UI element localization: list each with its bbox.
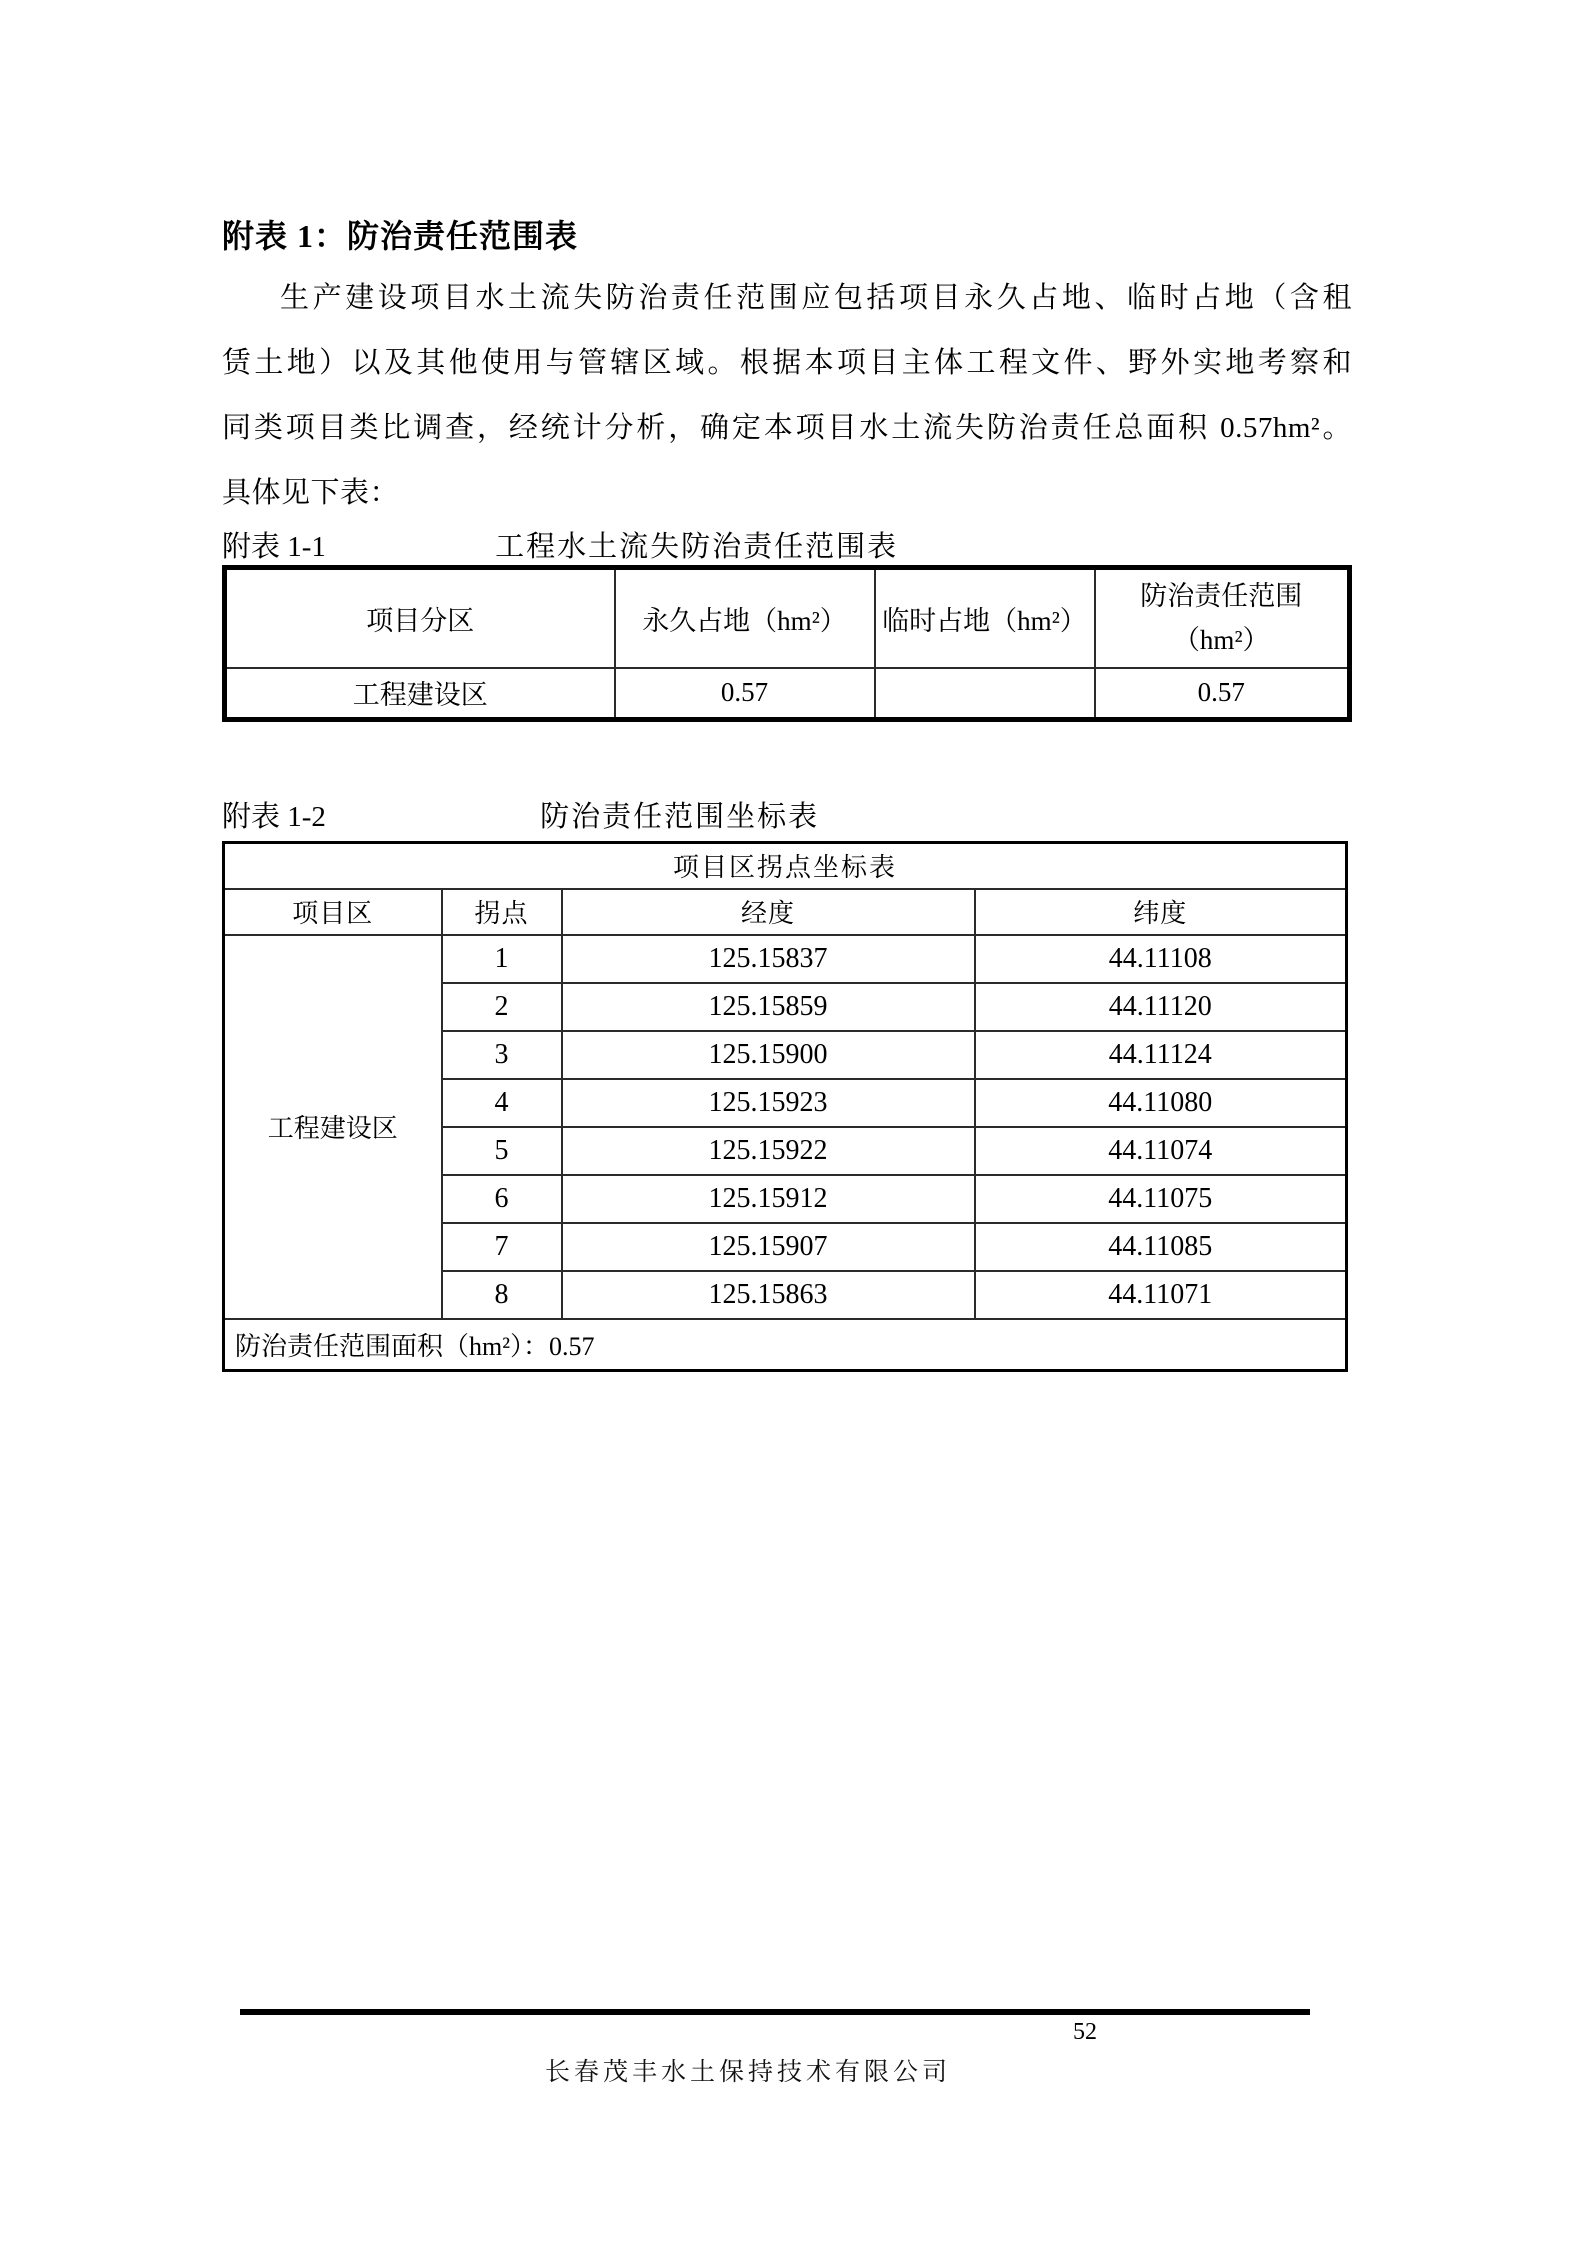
table1-caption: 工程水土流失防治责任范围表: [495, 531, 899, 563]
point-latitude: 44.11080: [975, 1079, 1347, 1127]
point-latitude: 44.11071: [975, 1271, 1347, 1319]
point-longitude: 125.15859: [562, 983, 975, 1031]
point-longitude: 125.15907: [562, 1223, 975, 1271]
point-no: 1: [442, 935, 562, 983]
table2-footer-row: [224, 1319, 1347, 1371]
point-longitude: 125.15863: [562, 1271, 975, 1319]
paragraph-line: 同类项目类比调查，经统计分析，确定本项目水土流失防治责任总面积 0.57hm²。: [222, 412, 1352, 444]
company-footer: 长春茂丰水土保持技术有限公司: [545, 2059, 952, 2086]
table2-title-row: [224, 843, 1347, 889]
paragraph-line: 赁土地）以及其他使用与管辖区域。根据本项目主体工程文件、野外实地考察和: [222, 347, 1352, 379]
coordinates-table: [222, 841, 1348, 1372]
point-no: 4: [442, 1079, 562, 1127]
table2-header-latitude: 纬度: [975, 889, 1347, 935]
point-no: 8: [442, 1271, 562, 1319]
point-no: 7: [442, 1223, 562, 1271]
table1-header-row: [225, 568, 1350, 668]
table1-caption-row: [222, 524, 1352, 563]
point-latitude: 44.11124: [975, 1031, 1347, 1079]
table1-cell-zone: 工程建设区: [225, 668, 615, 720]
intro-paragraph: [222, 266, 1352, 526]
point-longitude: 125.15900: [562, 1031, 975, 1079]
table1-header-responsibility: 防治责任范围（hm²）: [1095, 568, 1350, 668]
point-latitude: 44.11108: [975, 935, 1347, 983]
point-longitude: 125.15922: [562, 1127, 975, 1175]
point-longitude: 125.15912: [562, 1175, 975, 1223]
table2-footer-text: 防治责任范围面积（hm²）：0.57: [224, 1319, 1347, 1371]
document-title: 附表 1：防治责任范围表: [222, 218, 579, 254]
table2-caption-row: [222, 794, 1352, 833]
footer-divider: [240, 2009, 1310, 2015]
point-longitude: 125.15837: [562, 935, 975, 983]
table2-header-longitude: 经度: [562, 889, 975, 935]
table2-zone-cell: 工程建设区: [224, 935, 442, 1319]
point-latitude: 44.11085: [975, 1223, 1347, 1271]
table1-header-temporary: 临时占地（hm²）: [875, 568, 1095, 668]
table1-data-row: [225, 668, 1350, 720]
point-latitude: 44.11074: [975, 1127, 1347, 1175]
page-number: 52: [1073, 2019, 1097, 2045]
table2-header-row: [224, 889, 1347, 935]
table2-header-point: 拐点: [442, 889, 562, 935]
paragraph-line: 具体见下表：: [222, 477, 400, 509]
table1-cell-temporary: [875, 668, 1095, 720]
table2-label: 附表 1-2: [222, 801, 326, 833]
table1-header-permanent: 永久占地（hm²）: [615, 568, 875, 668]
point-latitude: 44.11120: [975, 983, 1347, 1031]
point-no: 5: [442, 1127, 562, 1175]
table2-header-zone: 项目区: [224, 889, 442, 935]
point-no: 2: [442, 983, 562, 1031]
point-no: 6: [442, 1175, 562, 1223]
paragraph-line: 生产建设项目水土流失防治责任范围应包括项目永久占地、临时占地（含租: [280, 282, 1352, 314]
table1-header-zone: 项目分区: [225, 568, 615, 668]
table1-label: 附表 1-1: [222, 531, 326, 563]
table2-title: 项目区拐点坐标表: [224, 843, 1347, 889]
table2-caption: 防治责任范围坐标表: [540, 801, 820, 833]
table1-cell-responsibility: 0.57: [1095, 668, 1350, 720]
point-longitude: 125.15923: [562, 1079, 975, 1127]
table1-cell-permanent: 0.57: [615, 668, 875, 720]
point-latitude: 44.11075: [975, 1175, 1347, 1223]
point-no: 3: [442, 1031, 562, 1079]
table2-point-row: [224, 935, 1347, 983]
responsibility-scope-table: [222, 565, 1352, 722]
